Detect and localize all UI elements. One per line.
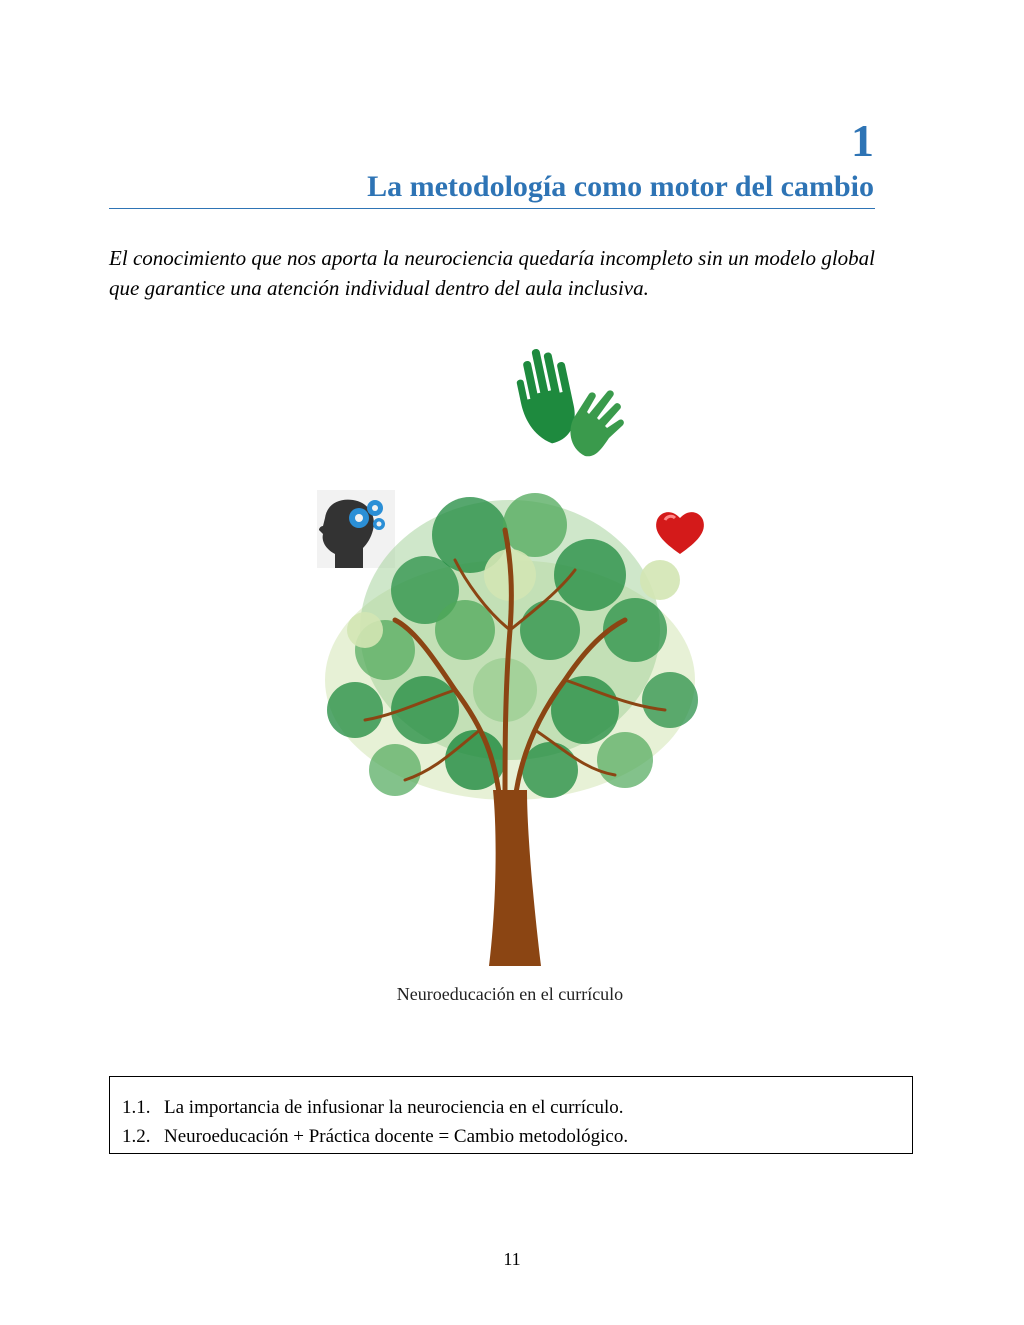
section-contents-box — [109, 1076, 913, 1154]
figure-caption: Neuroeducación en el currículo — [396, 984, 624, 1004]
tree-illustration — [305, 330, 715, 1010]
toc-item — [122, 1093, 900, 1122]
tree-graphic — [305, 330, 715, 970]
chapter-title: La metodología como motor del cambio — [367, 170, 874, 203]
heart-icon — [656, 512, 704, 554]
handprint-tree-icon — [325, 493, 698, 966]
toc-item-text: Neuroeducación + Práctica docente = Cambio metodológico. — [164, 1126, 629, 1147]
toc-item-number: 1.1. — [122, 1097, 151, 1118]
page-number: 11 — [503, 1249, 521, 1269]
green-hand-icon — [511, 344, 624, 457]
toc-item-text: La importancia de infusionar la neurociencia en el currículo. — [164, 1097, 624, 1118]
intro-paragraph: El conocimiento que nos aporta la neurociencia quedaría incompleto sin un modelo global que garantice una atención individual dentro del aula inclusiva. — [109, 246, 875, 300]
title-divider — [109, 208, 875, 209]
chapter-number: 1 — [851, 115, 874, 166]
head-gears-icon — [317, 490, 395, 568]
toc-item-number: 1.2. — [122, 1126, 151, 1147]
toc-item — [122, 1122, 900, 1151]
